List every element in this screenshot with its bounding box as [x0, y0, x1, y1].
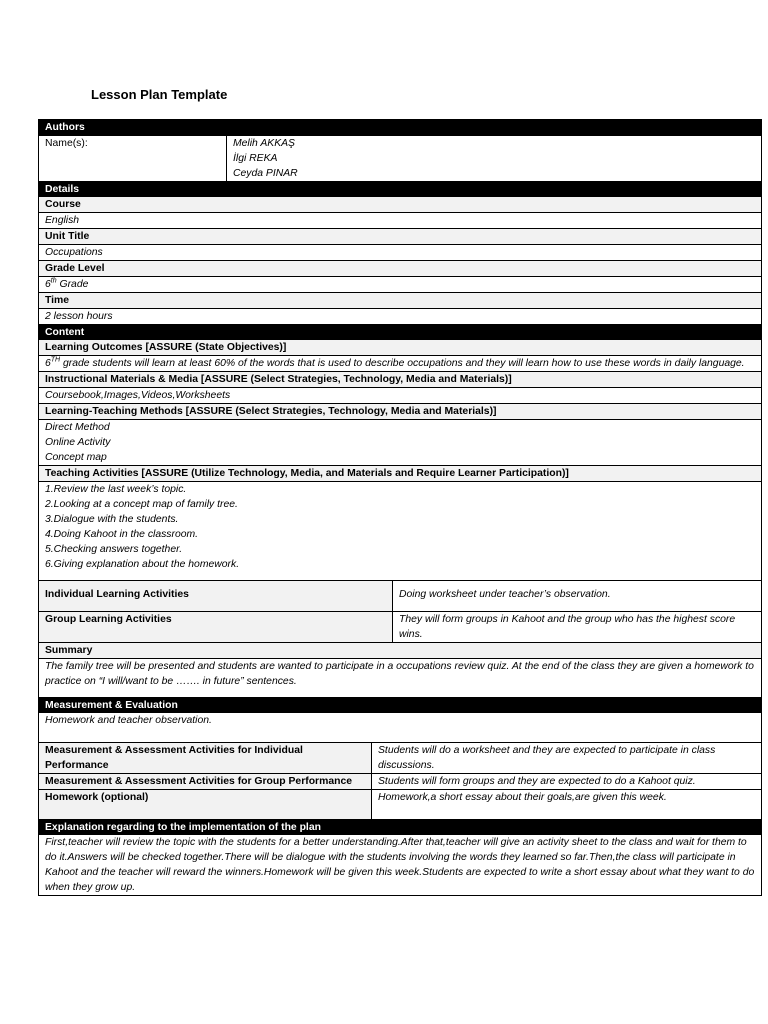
- course-value: English: [39, 212, 761, 228]
- individual-learning-value: Doing worksheet under teacher’s observation.: [399, 589, 611, 600]
- activity-item: 1.Review the last week’s topic.: [45, 484, 187, 495]
- activity-item: 6.Giving explanation about the homework.: [45, 559, 240, 570]
- summary-label: Summary: [39, 642, 761, 658]
- group-assessment-label: Measurement & Assessment Activities for Group Performance: [39, 774, 372, 789]
- measurement-header: Measurement & Evaluation: [39, 697, 761, 712]
- activity-item: 2.Looking at a concept map of family tree.: [45, 499, 238, 510]
- method-item: Concept map: [45, 452, 107, 463]
- explanation-header: Explanation regarding to the implementation of the plan: [39, 819, 761, 834]
- method-item: Direct Method: [45, 422, 110, 433]
- unit-title-value: Occupations: [39, 244, 761, 260]
- individual-assessment-value: Students will do a worksheet and they are expected to participate in class discussions.: [378, 745, 716, 771]
- group-learning-label: Group Learning Activities: [39, 612, 393, 642]
- lesson-plan-table: [38, 119, 762, 896]
- homework-row: [39, 789, 761, 819]
- names-list: [227, 136, 761, 181]
- grade-suffix: Grade: [56, 279, 89, 290]
- teaching-activities-list: [39, 481, 761, 580]
- grade-level-value: [39, 276, 761, 292]
- group-assessment-row: [39, 773, 761, 789]
- outcomes-text: grade students will learn at least 60% of the words that is used to describe occupations and they will learn how to use these words in daily language.: [60, 358, 745, 369]
- time-label: Time: [39, 292, 761, 308]
- author-name: Melih AKKAŞ: [233, 138, 295, 149]
- summary-value: The family tree will be presented and students are wanted to participate in a occupations review quiz. At the end of the class they are given a homework to practice on “I will/want to be ……. in future” sentences.: [39, 658, 761, 697]
- details-header: Details: [39, 181, 761, 196]
- unit-title-label: Unit Title: [39, 228, 761, 244]
- materials-label: Instructional Materials & Media [ASSURE (Select Strategies, Technology, Media and Materials)]: [39, 371, 761, 387]
- author-name: İlgi REKA: [233, 153, 278, 164]
- individual-assessment-label: Measurement & Assessment Activities for Individual Performance: [39, 743, 372, 773]
- group-learning-row: [39, 611, 761, 642]
- activity-item: 3.Dialogue with the students.: [45, 514, 179, 525]
- learning-outcomes-value: [39, 355, 761, 371]
- method-item: Online Activity: [45, 437, 111, 448]
- homework-label: Homework (optional): [39, 790, 372, 819]
- authors-header: Authors: [39, 120, 761, 135]
- individual-learning-label: Individual Learning Activities: [39, 581, 393, 611]
- outcomes-superscript: TH: [50, 356, 61, 364]
- spacer: [45, 572, 755, 580]
- course-label: Course: [39, 196, 761, 212]
- authors-row: [39, 135, 761, 181]
- group-assessment-value: Students will form groups and they are expected to do a Kahoot quiz.: [378, 776, 696, 787]
- page-title: Lesson Plan Template: [91, 87, 228, 102]
- individual-learning-row: [39, 580, 761, 611]
- explanation-value: First,teacher will review the topic with the students for a better understanding.After that,teacher will give an activity sheet to the class and wait for them to do it.Answers will be checked together.There will be dialogue with the students involving the words they learned so far.Then,the class will participate in Kahoot and the teacher will reward the winners.Homework will be given this week.Students are expected to write a short essay about what they want to do when they grow up.: [39, 834, 761, 895]
- teaching-activities-label: Teaching Activities [ASSURE (Utilize Technology, Media, and Materials and Require Learner Participation)]: [39, 465, 761, 481]
- outcomes-number: 6: [45, 358, 51, 369]
- methods-list: [39, 419, 761, 465]
- grade-number: 6: [45, 279, 51, 290]
- grade-superscript: th: [50, 277, 57, 285]
- learning-outcomes-label: Learning Outcomes [ASSURE (State Objectives)]: [39, 339, 761, 355]
- individual-assessment-row: [39, 742, 761, 773]
- group-learning-value: They will form groups in Kahoot and the group who has the highest score wins.: [399, 614, 736, 640]
- measurement-value: Homework and teacher observation.: [39, 712, 761, 742]
- content-header: Content: [39, 324, 761, 339]
- methods-label: Learning-Teaching Methods [ASSURE (Select Strategies, Technology, Media and Materials)]: [39, 403, 761, 419]
- names-label: Name(s):: [39, 136, 227, 181]
- activity-item: 4.Doing Kahoot in the classroom.: [45, 529, 199, 540]
- grade-level-label: Grade Level: [39, 260, 761, 276]
- activity-item: 5.Checking answers together.: [45, 544, 183, 555]
- materials-value: Coursebook,Images,Videos,Worksheets: [39, 387, 761, 403]
- time-value: 2 lesson hours: [39, 308, 761, 324]
- author-name: Ceyda PINAR: [233, 168, 298, 179]
- homework-value: Homework,a short essay about their goals,are given this week.: [378, 792, 667, 803]
